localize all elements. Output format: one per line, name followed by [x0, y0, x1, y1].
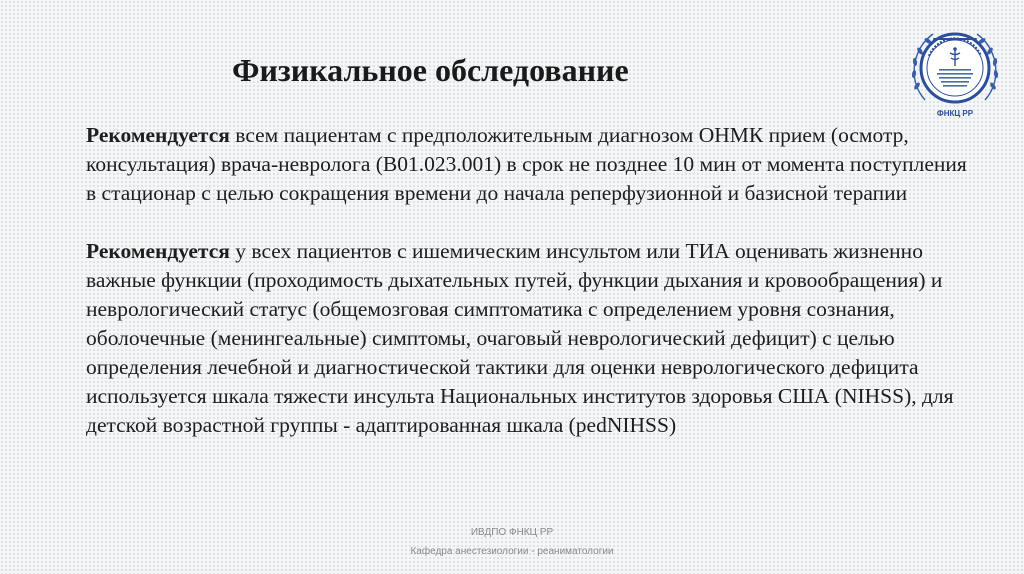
- slide-title: Физикальное обследование: [232, 52, 629, 88]
- institution-logo-icon: [903, 22, 1007, 122]
- paragraph-2-lead: Рекомендуется: [86, 239, 230, 263]
- footer-institute: ИВДПО ФНКЦ РР: [470, 527, 554, 538]
- footer-department: Кафедра анестезиологии - реаниматологии: [410, 546, 614, 557]
- slide-body: [86, 121, 976, 440]
- paragraph-1: [86, 121, 976, 208]
- paragraph-1-lead: Рекомендуется: [86, 123, 230, 147]
- paragraph-2: [86, 237, 976, 440]
- paragraph-2-text: у всех пациентов с ишемическим инсультом или ТИА оценивать жизненно важные функции (проходимость дыхательных путей, функции дыхания и кровообращения) и неврологический статус (общемозговая симптоматика с определением уровня сознания, оболочечные (менингеальные) симптомы, очаговый неврологический дефицит) с целью определения лечебной и диагностической тактики для оценки неврологического дефицита используется шкала тяжести инсульта Национальных институтов здоровья США (NIHSS), для детской возрастной группы - адаптированная шкала (pedNIHSS): [86, 239, 954, 437]
- logo-label: ФНКЦ РР: [936, 109, 974, 118]
- paragraph-1-text: всем пациентам с предположительным диагнозом ОНМК прием (осмотр, консультация) врача-невролога (B01.023.001) в срок не позднее 10 мин от момента поступления в стационар с целью сокращения времени до начала реперфузионной и базисной терапии: [86, 123, 967, 205]
